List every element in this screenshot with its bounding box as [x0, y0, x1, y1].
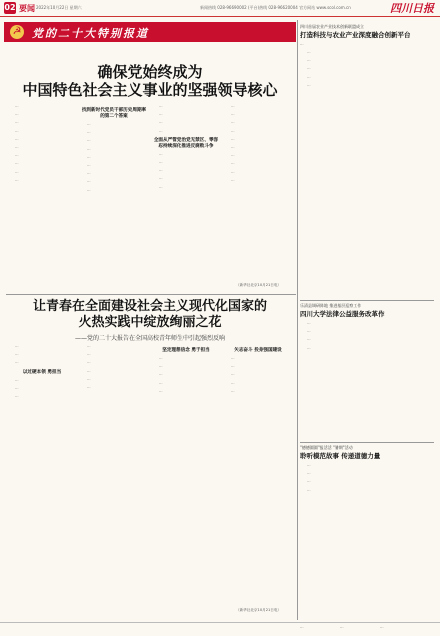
paragraph: … — [307, 50, 311, 54]
paragraph: … — [231, 112, 235, 117]
paragraph: … — [15, 161, 19, 166]
right-story-2 — [300, 303, 434, 439]
right-story-3 — [300, 445, 434, 613]
second-article-col3 — [152, 344, 220, 614]
party-emblem-icon: ☭ — [10, 25, 24, 39]
story-kicker: "德德圆圆"报活活 "暑期"活动 — [300, 445, 353, 450]
paragraph: … — [87, 385, 91, 390]
page-number: 02 — [4, 3, 16, 12]
paragraph: … — [307, 337, 311, 342]
paragraph: … — [307, 82, 311, 87]
story-headline: 打造科技与农业产业深度融合创新平台 — [300, 31, 411, 39]
right-story-1 — [300, 24, 434, 230]
paragraph: … — [87, 122, 91, 126]
footer-checker: … — [380, 625, 384, 629]
second-headline-line2: 火热实践中绽放绚丽之花 — [78, 315, 222, 330]
paragraph: … — [15, 169, 19, 174]
paragraph: … — [15, 394, 19, 399]
paragraph: … — [87, 130, 91, 135]
main-article-col2 — [80, 104, 148, 289]
main-headline-line1: 确保党始终成为 — [97, 63, 203, 81]
section-divider — [6, 294, 296, 295]
paragraph: … — [231, 120, 235, 125]
paragraph: … — [87, 163, 91, 168]
paragraph: … — [231, 372, 235, 377]
paragraph: … — [159, 364, 163, 369]
paragraph: … — [159, 388, 163, 393]
paragraph: … — [159, 168, 163, 173]
paragraph: … — [15, 120, 19, 125]
paragraph: … — [159, 104, 163, 108]
paragraph: … — [307, 329, 311, 334]
story-headline: 聆听模范故事 传递道德力量 — [300, 452, 381, 460]
paragraph: … — [87, 344, 91, 348]
paragraph: … — [307, 463, 311, 467]
paragraph: … — [307, 471, 311, 476]
paragraph: … — [231, 356, 235, 360]
section-subhead: 坚定理想信念 勇于担当 — [162, 348, 210, 353]
section-subhead: 全面从严管党治党无禁区、零容忍持续深化推进反腐败斗争 — [153, 137, 219, 149]
paragraph: … — [159, 184, 163, 189]
banner-title: 党的二十大特别报道 — [32, 27, 149, 40]
paragraph: … — [307, 321, 311, 325]
paragraph: … — [15, 352, 19, 357]
paragraph: … — [159, 160, 163, 165]
section-subhead: 以过硬本领 勇担当 — [22, 369, 62, 375]
second-headline-line1: 让青春在全面建设社会主义现代化国家的 — [32, 299, 267, 314]
main-article-byline: （新华社北京10月21日电） — [236, 283, 282, 287]
paragraph: … — [15, 377, 19, 382]
paragraph: … — [15, 344, 19, 348]
page-header — [0, 0, 440, 17]
paragraph: … — [231, 128, 235, 133]
paragraph: … — [15, 153, 19, 158]
section-label: 要闻 — [19, 4, 35, 13]
story-headline: 四川大学法律公益服务改革作 — [300, 310, 385, 318]
main-article-col1 — [8, 104, 76, 289]
paragraph: … — [307, 74, 311, 79]
paragraph: … — [307, 345, 311, 350]
paragraph: … — [231, 169, 235, 174]
special-report-banner — [4, 22, 296, 42]
main-headline-line2: 中国特色社会主义事业的坚强领导核心 — [22, 81, 278, 99]
story-body — [300, 321, 434, 439]
story-kicker: 四川首届农业产业技术创新联盟成立 — [300, 24, 364, 29]
story-divider — [300, 442, 434, 443]
paragraph: … — [87, 154, 91, 159]
paragraph: … — [87, 179, 91, 184]
paragraph: … — [15, 128, 19, 133]
paragraph: … — [307, 66, 311, 71]
paragraph: … — [231, 177, 235, 182]
paragraph: … — [15, 145, 19, 150]
paragraph: … — [231, 136, 235, 141]
story-body — [300, 50, 434, 230]
paragraph: … — [231, 380, 235, 385]
paragraph: … — [87, 368, 91, 373]
paragraph: … — [159, 112, 163, 117]
paragraph: … — [307, 487, 311, 492]
paragraph: … — [231, 388, 235, 393]
paragraph: … — [87, 138, 91, 143]
paragraph: … — [307, 58, 311, 63]
paragraph: … — [231, 104, 235, 108]
paragraph: … — [159, 380, 163, 385]
second-article-col2 — [80, 344, 148, 614]
paragraph: … — [231, 145, 235, 150]
story-summary: … — [300, 42, 304, 46]
paragraph: … — [15, 104, 19, 108]
hotline: 新闻热线 028-96690002 (平台)热线 028-96620004 官方网站 www.scol.com.cn — [200, 5, 351, 10]
paragraph: … — [159, 372, 163, 377]
column-divider — [297, 20, 298, 620]
story-body — [300, 463, 434, 613]
section-subhead: 矢志奋斗 投身强国建设 — [234, 348, 282, 353]
paragraph: … — [15, 136, 19, 141]
paragraph: … — [231, 153, 235, 158]
paragraph: … — [231, 161, 235, 166]
second-article-byline: （新华社北京10月21日电） — [236, 608, 282, 612]
masthead-logo: 四川日报 — [390, 2, 434, 15]
section-subhead: 找到新时代党员干部历史周期率的第二个答案 — [81, 108, 147, 119]
paragraph: … — [87, 187, 91, 192]
footer-designer: … — [340, 625, 344, 629]
story-kicker: 乐清县调研阵地 推进基层巡察工作 — [300, 303, 362, 308]
page-footer — [0, 622, 440, 636]
paragraph: … — [87, 146, 91, 151]
paragraph: … — [159, 176, 163, 181]
paragraph: … — [15, 385, 19, 390]
paragraph: … — [15, 360, 19, 365]
second-article-col4 — [224, 344, 292, 606]
paragraph: … — [87, 376, 91, 381]
footer-editor: … — [300, 625, 304, 629]
second-article-col1 — [8, 344, 76, 614]
paragraph: … — [87, 360, 91, 365]
main-article-col4 — [224, 104, 292, 282]
paragraph: … — [159, 151, 163, 156]
story-divider — [300, 300, 434, 301]
paragraph: … — [159, 128, 163, 133]
paragraph: … — [159, 356, 163, 360]
paragraph: … — [15, 112, 19, 117]
paragraph: … — [87, 171, 91, 176]
paragraph: … — [231, 364, 235, 369]
paragraph: … — [15, 177, 19, 182]
dateline: 2022年10月22日 星期六 — [36, 5, 82, 10]
main-article-col3 — [152, 104, 220, 289]
paragraph: … — [87, 352, 91, 357]
second-subtitle: ——党的二十大报告在全国高校青年师生中引起强烈反响 — [74, 335, 225, 342]
paragraph: … — [159, 120, 163, 125]
paragraph: … — [307, 479, 311, 484]
